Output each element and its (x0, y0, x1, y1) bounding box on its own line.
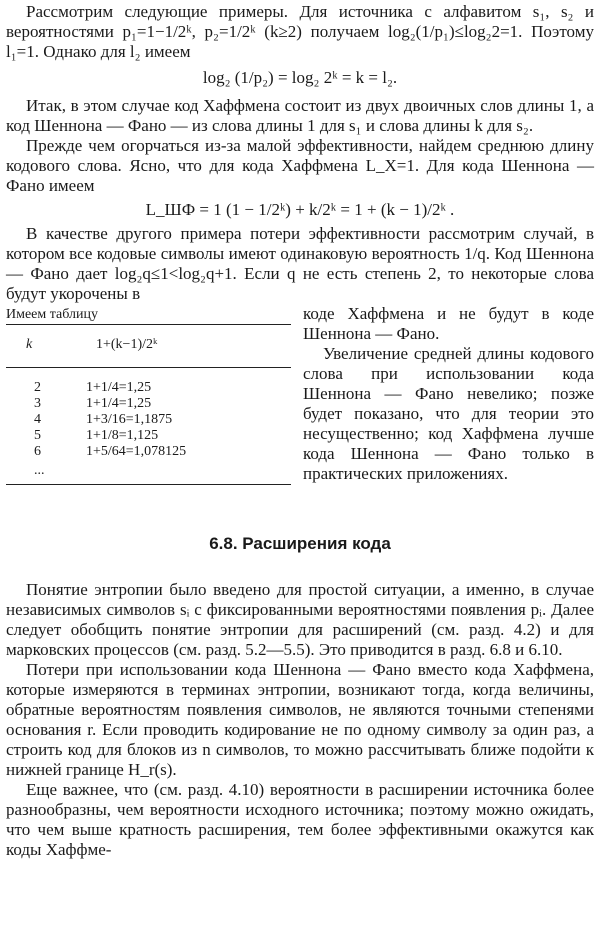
table-cell-k: 3 (34, 396, 41, 411)
table-row (6, 412, 291, 428)
table-cell-value: 1+1/8=1,125 (86, 428, 159, 443)
paragraph-average-length: Прежде чем огорчаться из-за малой эффективности, найдем среднюю длину кодового слова. Ясно, что для кода Хаффмена L_X=1. Для кода Шеннона — Фано имеем (6, 136, 594, 195)
table-cell-k: 4 (34, 412, 41, 427)
paragraph-continuation: коде Хаффмена и не будут в коде Шеннона — Фано. (303, 304, 594, 343)
table-row (6, 396, 291, 412)
table-header-k: k (26, 337, 33, 352)
formula-log-p2: log₂ (1/p₂) = log₂ 2ᵏ = k = l₂. (202, 68, 398, 87)
paragraph-huffman-case: Итак, в этом случае код Хаффмена состоит из двух двоичных слов длины 1, а код Шеннона — Фано — из слова длины 1 для s₁ и слова длины k для s₂. (6, 96, 594, 135)
table-body (6, 368, 291, 466)
paragraph-extension-probabilities: Еще важнее, что (см. разд. 4.10) вероятности в расширении источника более разнообразны, чем вероятности исходного источника; поэтому можно ожидать, что чем выше кратность расширения, тем более эффективными окажутся как коды Хаффме- (6, 780, 594, 859)
paragraph-examples: Рассмотрим следующие примеры. Для источника с алфавитом s₁, s₂ и вероятностями p₁=1−1/2ᵏ, p₂=1/2ᵏ (k≥2) получаем log₂(1/p₁)≤log₂2=1. Поэтому l₁=1. Однако для l₂ имеем (6, 2, 594, 61)
table-cell-value: 1+5/64=1,078125 (86, 444, 187, 459)
formula-shannon-fano-length: L_ШФ = 1 (1 − 1/2ᵏ) + k/2ᵏ = 1 + (k − 1)/2ᵏ . (145, 200, 455, 219)
value-table (6, 304, 291, 485)
table-header (6, 325, 291, 367)
table-cell-value: 1+1/4=1,25 (86, 396, 152, 411)
table-cell-value: 1+3/16=1,1875 (86, 412, 173, 427)
table-row (6, 428, 291, 444)
table-cell-k: 6 (34, 444, 41, 459)
table-caption: Имеем таблицу (6, 307, 99, 322)
table-row (6, 444, 291, 460)
table-cell-k: 5 (34, 428, 41, 443)
table-row (6, 380, 291, 396)
table-cell-value: 1+1/4=1,25 (86, 380, 152, 395)
paragraph-length-increase: Увеличение средней длины кодового слова при использовании кода Шеннона — Фано невелико; позже будет показано, что для теории это несущественно; код Хаффмена лучше кода Шеннона — Фано только в практических приложениях. (303, 344, 594, 483)
table-header-value: 1+(k−1)/2ᵏ (96, 337, 158, 352)
paragraph-entropy-concept: Понятие энтропии было введено для простой ситуации, а именно, в случае независимых символов sᵢ с фиксированными вероятностями появления pᵢ. Далее следует обобщить понятие энтропии для расширений (см. разд. 4.2) и для марковских процессов (см. разд. 5.2—5.5). Это приводится в разд. 6.8 и 6.10. (6, 580, 594, 659)
table-ellipsis: ... (34, 463, 45, 478)
paragraph-losses: Потери при использовании кода Шеннона — Фано вместо кода Хаффмена, которые измеряются в терминах энтропии, возникают тогда, когда величины, обратные вероятностям появления символов, не являются точными степенями основания r. Если проводить кодирование не по одному символу за один раз, а строить код для блоков из n символов, то можно рассчитывать ближе подойти к нижней границе H_r(s). (6, 660, 594, 779)
table-bottom-rule (6, 484, 291, 485)
table-ellipsis-row (6, 463, 291, 484)
paragraph-second-example: В качестве другого примера потери эффективности рассмотрим случай, в котором все кодовые символы имеют одинаковую вероятность 1/q. Код Шеннона — Фано дает log₂q≤1<log₂q+1. Если q не есть степень 2, то некоторые слова будут укорочены в (6, 224, 594, 303)
table-cell-k: 2 (34, 380, 41, 395)
section-heading: 6.8. Расширения кода (209, 534, 391, 553)
